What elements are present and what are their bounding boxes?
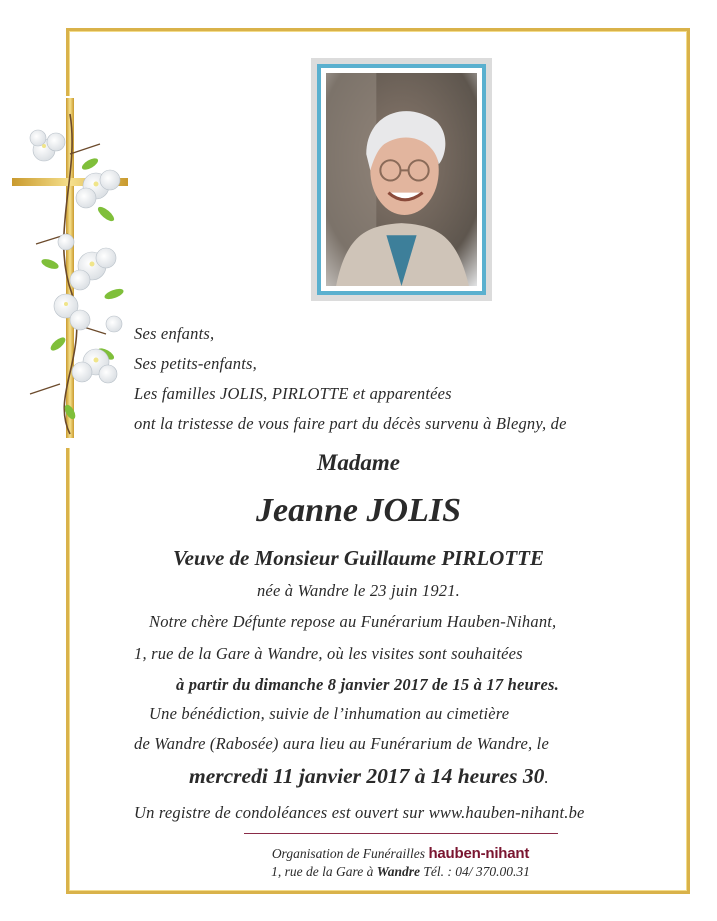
footer-address: 1, rue de la Gare à Wandre Tél. : 04/ 370.00.31 bbox=[271, 864, 530, 879]
blessing-line-2: de Wandre (Rabosée) aura lieu au Funérarium de Wandre, le bbox=[134, 734, 549, 753]
brand-logo: hauben-nihant bbox=[428, 845, 530, 862]
photo-frame bbox=[311, 58, 492, 301]
portrait-photo-icon bbox=[326, 73, 477, 286]
line-announcement: ont la tristesse de vous faire part du décès survenu à Blegny, de bbox=[134, 414, 567, 433]
rest-line-1: Notre chère Défunte repose au Funérarium Hauben-Nihant, bbox=[149, 612, 557, 631]
cross-with-flowers-icon bbox=[10, 94, 134, 446]
line-grandchildren: Ses petits-enfants, bbox=[134, 354, 257, 373]
blessing-line-1: Une bénédiction, suivie de l’inhumation au cimetière bbox=[149, 704, 510, 723]
footer-org: Organisation de Funérailles hauben-nihant bbox=[271, 845, 530, 862]
line-families: Les familles JOLIS, PIRLOTTE et apparentées bbox=[134, 384, 452, 403]
funeral-datetime: mercredi 11 janvier 2017 à 14 heures 30. bbox=[189, 764, 549, 788]
line-children: Ses enfants, bbox=[134, 324, 215, 343]
condolence-registry: Un registre de condoléances est ouvert sur www.hauben-nihant.be bbox=[134, 803, 585, 822]
widow-line: Veuve de Monsieur Guillaume PIRLOTTE bbox=[172, 546, 545, 570]
footer-divider bbox=[244, 833, 558, 834]
rest-line-2: 1, rue de la Gare à Wandre, où les visites sont souhaitées bbox=[134, 644, 523, 663]
birth-line: née à Wandre le 23 juin 1921. bbox=[256, 581, 460, 600]
honorific: Madame bbox=[316, 450, 401, 475]
deceased-name: Jeanne JOLIS bbox=[256, 492, 461, 529]
visits-line: à partir du dimanche 8 janvier 2017 de 15 à 17 heures. bbox=[176, 675, 559, 694]
